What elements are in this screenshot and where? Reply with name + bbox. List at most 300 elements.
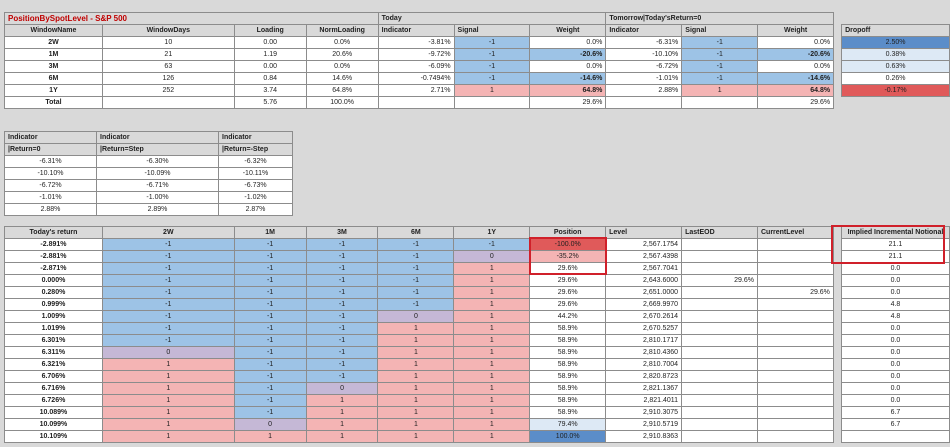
level-value: 2,643.6000 xyxy=(606,275,682,287)
implied-notional-value: 6.7 xyxy=(841,407,949,419)
spacer xyxy=(833,323,841,335)
position-value: 58.9% xyxy=(530,335,606,347)
signal-3m: -1 xyxy=(306,335,378,347)
indicator-value: 2.87% xyxy=(219,204,293,216)
level-value: 2,670.5257 xyxy=(606,323,682,335)
spacer xyxy=(834,97,842,109)
top-table-block xyxy=(4,12,950,109)
signal-6m: 1 xyxy=(378,359,454,371)
tomorrow-indicator: -6.72% xyxy=(606,61,682,73)
position-value: 58.9% xyxy=(530,359,606,371)
ind-header-0-a: Indicator xyxy=(5,132,97,144)
spacer xyxy=(833,395,841,407)
signal-3m: -1 xyxy=(306,251,378,263)
spacer xyxy=(833,287,841,299)
window-row-1y xyxy=(5,85,950,97)
level-value: 2,910.5719 xyxy=(606,419,682,431)
last-eod-value: 29.6% xyxy=(682,275,758,287)
dropoff-value: 0.63% xyxy=(842,61,950,73)
implied-notional-value: 0.0 xyxy=(841,323,949,335)
todays-return: 6.311% xyxy=(5,347,103,359)
header-tomorrow-weight: Weight xyxy=(758,25,834,37)
window-days: 63 xyxy=(102,61,234,73)
implied-notional-value: 21.1 xyxy=(841,239,949,251)
indicator-table-block xyxy=(4,131,293,216)
scenario-row xyxy=(5,419,950,431)
position-value: 44.2% xyxy=(530,311,606,323)
indicator-value: 2.89% xyxy=(97,204,219,216)
header-today-indicator: Indicator xyxy=(378,25,454,37)
signal-3m: 1 xyxy=(306,431,378,443)
implied-notional-value: 0.0 xyxy=(841,371,949,383)
signal-2w: -1 xyxy=(102,275,234,287)
scenario-row xyxy=(5,311,950,323)
tomorrow-weight: -20.6% xyxy=(758,49,834,61)
window-row-1m xyxy=(5,49,950,61)
position-value: 79.4% xyxy=(530,419,606,431)
title-row xyxy=(5,13,950,25)
position-value: 29.6% xyxy=(530,275,606,287)
position-value: 29.6% xyxy=(530,263,606,275)
window-name: 6M xyxy=(5,73,103,85)
indicator-value: -6.73% xyxy=(219,180,293,192)
last-eod-value xyxy=(682,287,758,299)
window-row-6m xyxy=(5,73,950,85)
tomorrow-signal: -1 xyxy=(682,61,758,73)
position-value: -35.2% xyxy=(530,251,606,263)
signal-3m: -1 xyxy=(306,299,378,311)
norm-loading: 0.0% xyxy=(306,61,378,73)
signal-6m: 0 xyxy=(378,311,454,323)
last-eod-value xyxy=(682,359,758,371)
spacer xyxy=(833,359,841,371)
current-level-value xyxy=(757,239,833,251)
spacer xyxy=(833,335,841,347)
tomorrow-group-label: Tomorrow|Today'sReturn=0 xyxy=(606,13,834,25)
header-tomorrow-signal: Signal xyxy=(682,25,758,37)
implied-notional-value: 0.0 xyxy=(841,287,949,299)
signal-6m: 1 xyxy=(378,419,454,431)
todays-return: 1.009% xyxy=(5,311,103,323)
tomorrow-indicator: -10.10% xyxy=(606,49,682,61)
level-value: 2,821.1367 xyxy=(606,383,682,395)
scenario-row xyxy=(5,335,950,347)
implied-notional-value: 0.0 xyxy=(841,275,949,287)
spacer xyxy=(833,311,841,323)
today-signal: -1 xyxy=(454,61,530,73)
norm-loading: 0.0% xyxy=(306,37,378,49)
implied-notional-value xyxy=(841,431,949,443)
header-position: Position xyxy=(530,227,606,239)
last-eod-value xyxy=(682,323,758,335)
tomorrow-signal: 1 xyxy=(682,85,758,97)
window-days: 126 xyxy=(102,73,234,85)
today-indicator: 2.71% xyxy=(378,85,454,97)
last-eod-value xyxy=(682,311,758,323)
scenario-row xyxy=(5,407,950,419)
signal-1m: -1 xyxy=(234,311,306,323)
signal-6m: -1 xyxy=(378,251,454,263)
current-level-value xyxy=(757,371,833,383)
today-signal: -1 xyxy=(454,49,530,61)
scenario-row xyxy=(5,383,950,395)
signal-6m: 1 xyxy=(378,431,454,443)
signal-3m: 1 xyxy=(306,407,378,419)
current-level-value xyxy=(757,383,833,395)
indicator-value: -1.00% xyxy=(97,192,219,204)
spacer xyxy=(833,251,841,263)
implied-notional-value: 4.8 xyxy=(841,311,949,323)
position-value: 58.9% xyxy=(530,395,606,407)
tomorrow-weight: 0.0% xyxy=(758,37,834,49)
scenario-row xyxy=(5,359,950,371)
last-eod-value xyxy=(682,431,758,443)
spacer xyxy=(834,25,842,37)
today-weight: 64.8% xyxy=(530,85,606,97)
header-1y: 1Y xyxy=(454,227,530,239)
signal-1y: 1 xyxy=(454,287,530,299)
window-name: 2W xyxy=(5,37,103,49)
signal-1y: 1 xyxy=(454,359,530,371)
window-days: 252 xyxy=(102,85,234,97)
signal-2w: 1 xyxy=(102,407,234,419)
indicator-table xyxy=(4,131,293,216)
total-label: Total xyxy=(5,97,103,109)
scenario-row xyxy=(5,395,950,407)
tomorrow-indicator: -6.31% xyxy=(606,37,682,49)
spacer xyxy=(833,299,841,311)
signal-2w: 1 xyxy=(102,383,234,395)
level-value: 2,669.9970 xyxy=(606,299,682,311)
today-signal: 1 xyxy=(454,85,530,97)
total-row xyxy=(5,97,950,109)
todays-return: 6.726% xyxy=(5,395,103,407)
implied-notional-value: 0.0 xyxy=(841,395,949,407)
signal-3m: 0 xyxy=(306,383,378,395)
signal-3m: -1 xyxy=(306,287,378,299)
signal-2w: 0 xyxy=(102,347,234,359)
signal-2w: -1 xyxy=(102,287,234,299)
position-value: 29.6% xyxy=(530,299,606,311)
implied-notional-value: 4.8 xyxy=(841,299,949,311)
signal-1y: 1 xyxy=(454,419,530,431)
spacer xyxy=(833,239,841,251)
position-value: 58.9% xyxy=(530,323,606,335)
header-tomorrow-indicator: Indicator xyxy=(606,25,682,37)
signal-2w: -1 xyxy=(102,335,234,347)
signal-6m: -1 xyxy=(378,239,454,251)
scenario-row xyxy=(5,371,950,383)
window-name: 1Y xyxy=(5,85,103,97)
tomorrow-indicator: -1.01% xyxy=(606,73,682,85)
last-eod-value xyxy=(682,383,758,395)
signal-2w: 1 xyxy=(102,431,234,443)
scenario-row xyxy=(5,323,950,335)
today-weight: 0.0% xyxy=(530,37,606,49)
spacer xyxy=(833,419,841,431)
header-window-name: WindowName xyxy=(5,25,103,37)
scenario-row xyxy=(5,251,950,263)
window-name: 1M xyxy=(5,49,103,61)
indicator-value: -10.10% xyxy=(5,168,97,180)
signal-1m: -1 xyxy=(234,335,306,347)
loading: 1.19 xyxy=(234,49,306,61)
todays-return: 10.109% xyxy=(5,431,103,443)
todays-return: 6.706% xyxy=(5,371,103,383)
signal-6m: 1 xyxy=(378,335,454,347)
signal-6m: 1 xyxy=(378,323,454,335)
spacer xyxy=(833,371,841,383)
todays-return: 10.089% xyxy=(5,407,103,419)
signal-3m: -1 xyxy=(306,371,378,383)
spacer xyxy=(834,85,842,97)
indicator-header-row xyxy=(5,132,293,144)
todays-return: 0.999% xyxy=(5,299,103,311)
signal-2w: -1 xyxy=(102,251,234,263)
level-value: 2,810.4360 xyxy=(606,347,682,359)
spacer xyxy=(834,49,842,61)
indicator-row xyxy=(5,192,293,204)
signal-1m: -1 xyxy=(234,359,306,371)
indicator-value: -6.30% xyxy=(97,156,219,168)
today-signal: -1 xyxy=(454,73,530,85)
level-value: 2,810.1717 xyxy=(606,335,682,347)
signal-6m: -1 xyxy=(378,275,454,287)
last-eod-value xyxy=(682,347,758,359)
todays-return: 6.301% xyxy=(5,335,103,347)
position-value: 100.0% xyxy=(530,431,606,443)
ind-header-0-b: |Return=0 xyxy=(5,144,97,156)
implied-notional-value: 0.0 xyxy=(841,359,949,371)
todays-return: -2.871% xyxy=(5,263,103,275)
current-level-value xyxy=(757,347,833,359)
signal-6m: 1 xyxy=(378,407,454,419)
current-level-value xyxy=(757,395,833,407)
scenario-row xyxy=(5,263,950,275)
signal-2w: -1 xyxy=(102,299,234,311)
today-indicator: -9.72% xyxy=(378,49,454,61)
signal-3m: -1 xyxy=(306,347,378,359)
level-value: 2,810.7004 xyxy=(606,359,682,371)
window-row-3m xyxy=(5,61,950,73)
todays-return: 6.321% xyxy=(5,359,103,371)
todays-return: 0.000% xyxy=(5,275,103,287)
signal-1y: 1 xyxy=(454,371,530,383)
last-eod-value xyxy=(682,239,758,251)
position-value: -100.0% xyxy=(530,239,606,251)
signal-3m: 1 xyxy=(306,419,378,431)
current-level-value xyxy=(757,263,833,275)
scenario-header-row xyxy=(5,227,950,239)
bottom-table-block xyxy=(4,226,950,443)
signal-1m: -1 xyxy=(234,407,306,419)
signal-6m: -1 xyxy=(378,263,454,275)
indicator-header-row-2 xyxy=(5,144,293,156)
signal-1y: 1 xyxy=(454,263,530,275)
signal-1y: 1 xyxy=(454,311,530,323)
spacer xyxy=(833,275,841,287)
dropoff-value: 0.26% xyxy=(842,73,950,85)
signal-1y: 1 xyxy=(454,383,530,395)
signal-3m: -1 xyxy=(306,311,378,323)
total-today-signal xyxy=(454,97,530,109)
tomorrow-signal: -1 xyxy=(682,49,758,61)
spacer xyxy=(834,37,842,49)
signal-1m: -1 xyxy=(234,347,306,359)
todays-return: -2.881% xyxy=(5,251,103,263)
position-value: 29.6% xyxy=(530,287,606,299)
indicator-row xyxy=(5,156,293,168)
indicator-row xyxy=(5,204,293,216)
signal-1m: -1 xyxy=(234,263,306,275)
current-level-value xyxy=(757,335,833,347)
signal-1m: 1 xyxy=(234,431,306,443)
signal-1y: 1 xyxy=(454,407,530,419)
signal-6m: 1 xyxy=(378,383,454,395)
scenario-table xyxy=(4,226,950,443)
level-value: 2,820.8723 xyxy=(606,371,682,383)
todays-return: 0.280% xyxy=(5,287,103,299)
signal-1m: -1 xyxy=(234,275,306,287)
signal-1y: 1 xyxy=(454,275,530,287)
indicator-value: -10.09% xyxy=(97,168,219,180)
scenario-row xyxy=(5,275,950,287)
spacer xyxy=(834,73,842,85)
dropoff-value: -0.17% xyxy=(842,85,950,97)
loading: 0.00 xyxy=(234,61,306,73)
spacer xyxy=(833,383,841,395)
level-value: 2,910.3075 xyxy=(606,407,682,419)
total-norm: 100.0% xyxy=(306,97,378,109)
todays-return: 6.716% xyxy=(5,383,103,395)
signal-1y: 1 xyxy=(454,431,530,443)
implied-notional-value: 6.7 xyxy=(841,419,949,431)
signal-1m: -1 xyxy=(234,371,306,383)
current-level-value xyxy=(757,323,833,335)
spacer xyxy=(833,227,841,239)
signal-2w: 1 xyxy=(102,371,234,383)
current-level-value xyxy=(757,407,833,419)
header-1m: 1M xyxy=(234,227,306,239)
total-today-weight: 29.6% xyxy=(530,97,606,109)
header-2w: 2W xyxy=(102,227,234,239)
ind-header-1-b: |Return=Step xyxy=(97,144,219,156)
implied-notional-value: 0.0 xyxy=(841,347,949,359)
current-level-value xyxy=(757,275,833,287)
indicator-value: -6.31% xyxy=(5,156,97,168)
indicator-row xyxy=(5,168,293,180)
today-indicator: -6.09% xyxy=(378,61,454,73)
current-level-value xyxy=(757,251,833,263)
level-value: 2,567.4398 xyxy=(606,251,682,263)
today-indicator: -0.7494% xyxy=(378,73,454,85)
signal-2w: 1 xyxy=(102,359,234,371)
header-loading: Loading xyxy=(234,25,306,37)
indicator-value: -6.71% xyxy=(97,180,219,192)
header-window-days: WindowDays xyxy=(102,25,234,37)
level-value: 2,821.4011 xyxy=(606,395,682,407)
scenario-row xyxy=(5,431,950,443)
last-eod-value xyxy=(682,263,758,275)
spacer xyxy=(833,263,841,275)
level-value: 2,651.0000 xyxy=(606,287,682,299)
window-days: 21 xyxy=(102,49,234,61)
position-value: 58.9% xyxy=(530,383,606,395)
total-days xyxy=(102,97,234,109)
dropoff-value: 2.50% xyxy=(842,37,950,49)
total-tomorrow-weight: 29.6% xyxy=(758,97,834,109)
signal-6m: 1 xyxy=(378,347,454,359)
current-level-value xyxy=(757,431,833,443)
dropoff-value: 0.38% xyxy=(842,49,950,61)
level-value: 2,910.8363 xyxy=(606,431,682,443)
current-level-value xyxy=(757,311,833,323)
indicator-row xyxy=(5,180,293,192)
header-today-signal: Signal xyxy=(454,25,530,37)
signal-1y: 1 xyxy=(454,335,530,347)
spacer xyxy=(833,431,841,443)
signal-2w: 1 xyxy=(102,419,234,431)
signal-1y: 1 xyxy=(454,395,530,407)
scenario-row xyxy=(5,239,950,251)
ind-header-2-b: |Return=-Step xyxy=(219,144,293,156)
total-today-indicator xyxy=(378,97,454,109)
header-norm-loading: NormLoading xyxy=(306,25,378,37)
current-level-value xyxy=(757,419,833,431)
signal-3m: -1 xyxy=(306,263,378,275)
header-today-weight: Weight xyxy=(530,25,606,37)
signal-1m: -1 xyxy=(234,251,306,263)
level-value: 2,670.2614 xyxy=(606,311,682,323)
last-eod-value xyxy=(682,299,758,311)
signal-2w: -1 xyxy=(102,263,234,275)
indicator-value: -10.11% xyxy=(219,168,293,180)
spacer xyxy=(833,347,841,359)
spacer xyxy=(833,407,841,419)
norm-loading: 64.8% xyxy=(306,85,378,97)
window-table xyxy=(4,12,950,109)
current-level-value xyxy=(757,299,833,311)
last-eod-value xyxy=(682,251,758,263)
header-implied-notional: Implied Incremental Notional xyxy=(841,227,949,239)
signal-3m: -1 xyxy=(306,359,378,371)
signal-6m: 1 xyxy=(378,371,454,383)
today-weight: 0.0% xyxy=(530,61,606,73)
implied-notional-value: 0.0 xyxy=(841,383,949,395)
implied-notional-value: 0.0 xyxy=(841,263,949,275)
signal-1y: 1 xyxy=(454,347,530,359)
today-indicator: -3.81% xyxy=(378,37,454,49)
signal-2w: 1 xyxy=(102,395,234,407)
position-value: 58.9% xyxy=(530,371,606,383)
loading: 0.00 xyxy=(234,37,306,49)
spacer xyxy=(842,13,950,25)
total-tomorrow-indicator xyxy=(606,97,682,109)
indicator-value: -6.72% xyxy=(5,180,97,192)
indicator-value: -1.02% xyxy=(219,192,293,204)
spacer xyxy=(842,97,950,109)
signal-1m: -1 xyxy=(234,323,306,335)
total-tomorrow-signal xyxy=(682,97,758,109)
tomorrow-weight: -14.6% xyxy=(758,73,834,85)
tomorrow-weight: 64.8% xyxy=(758,85,834,97)
signal-6m: -1 xyxy=(378,287,454,299)
signal-3m: -1 xyxy=(306,323,378,335)
todays-return: 1.019% xyxy=(5,323,103,335)
header-row xyxy=(5,25,950,37)
indicator-value: 2.88% xyxy=(5,204,97,216)
level-value: 2,567.1754 xyxy=(606,239,682,251)
